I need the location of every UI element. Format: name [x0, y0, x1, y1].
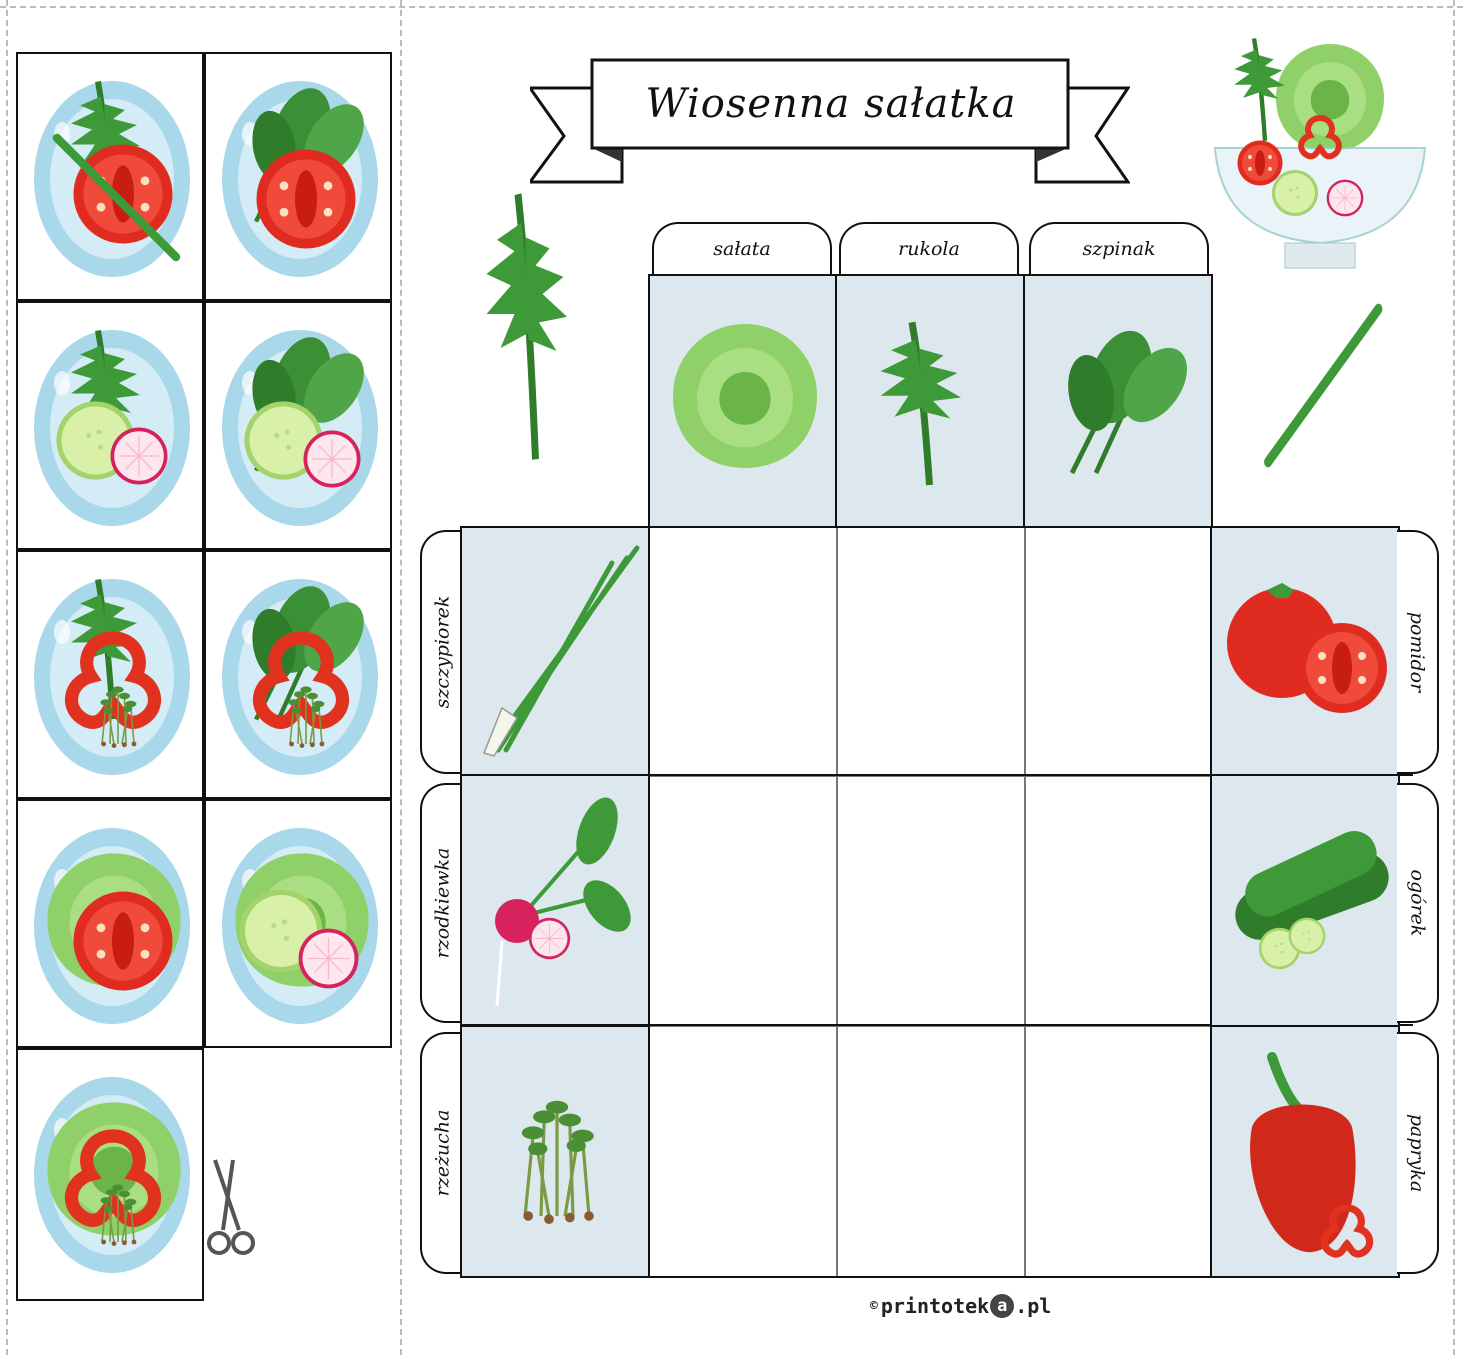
- card-spinach-cucumber-radish[interactable]: [204, 301, 392, 550]
- lettuce-icon: [650, 276, 835, 525]
- column-tab-lettuce: sałata: [652, 222, 832, 274]
- card-arugula-pepper-cress[interactable]: [16, 550, 204, 799]
- row-tab-chives: [420, 530, 462, 774]
- column-image-spinach: [1023, 274, 1213, 528]
- column-image-arugula: [835, 274, 1026, 528]
- radish-icon: [462, 776, 647, 1025]
- card-lettuce-pepper-cress[interactable]: [16, 1048, 204, 1301]
- row-label-cucumber: ogórek: [1406, 869, 1429, 937]
- grid-line: [836, 528, 838, 1276]
- brand-name-start: printotek: [880, 1294, 990, 1318]
- row-tab-tomato: [1397, 530, 1439, 774]
- chives-icon: [462, 528, 647, 774]
- spinach-icon: [1025, 276, 1210, 525]
- cut-line-left: [6, 0, 8, 1355]
- cucumber-icon: [1212, 776, 1397, 1025]
- arugula-decoration-icon: [448, 180, 623, 465]
- grid-line: [1024, 528, 1026, 1276]
- row-image-chives: [460, 526, 650, 777]
- column-image-lettuce: [648, 274, 838, 528]
- cut-line-top: [0, 6, 1463, 8]
- page-title: Wiosenna sałatka: [645, 81, 1017, 127]
- answer-grid: [648, 526, 1212, 1278]
- tomato-icon: [1212, 528, 1397, 774]
- row-label-radish: rzodkiewka: [431, 847, 454, 959]
- card-spinach-tomato[interactable]: [204, 52, 392, 301]
- row-label-cress: rzeżucha: [431, 1109, 454, 1197]
- row-tab-cucumber: [1397, 783, 1439, 1023]
- card-lettuce-cucumber-radish[interactable]: [204, 799, 392, 1048]
- row-tab-cress: [420, 1032, 462, 1274]
- cut-line-middle: [400, 0, 402, 1355]
- chive-decoration-icon: [1255, 300, 1385, 480]
- row-label-tomato: pomidor: [1406, 611, 1429, 693]
- row-tab-pepper: [1397, 1032, 1439, 1274]
- row-image-cress: [460, 1025, 650, 1278]
- arugula-icon: [837, 276, 1023, 525]
- column-tab-spinach: szpinak: [1029, 222, 1209, 274]
- footer-brand: [870, 1294, 1051, 1318]
- row-image-cucumber: [1210, 774, 1400, 1028]
- card-spinach-pepper-cress[interactable]: [204, 550, 392, 799]
- row-image-tomato: [1210, 526, 1400, 777]
- column-tab-arugula: rukola: [839, 222, 1019, 274]
- cress-icon: [462, 1027, 647, 1275]
- pepper-icon: [1212, 1027, 1397, 1275]
- row-label-chives: szczypiorek: [431, 595, 454, 709]
- card-lettuce-tomato[interactable]: [16, 799, 204, 1048]
- row-label-pepper: papryka: [1406, 1113, 1428, 1193]
- copyright-symbol: ©: [870, 1298, 878, 1314]
- row-image-pepper: [1210, 1025, 1400, 1278]
- card-arugula-cucumber-radish[interactable]: [16, 301, 204, 550]
- row-tab-radish: [420, 783, 462, 1023]
- cut-line-right: [1453, 0, 1455, 1355]
- scissors-icon: [203, 1155, 263, 1265]
- row-image-radish: [460, 774, 650, 1028]
- card-arugula-tomato[interactable]: [16, 52, 204, 301]
- brand-name-end: .pl: [1015, 1294, 1052, 1318]
- brand-badge: a: [990, 1294, 1014, 1318]
- salad-bowl-icon: [1205, 28, 1435, 278]
